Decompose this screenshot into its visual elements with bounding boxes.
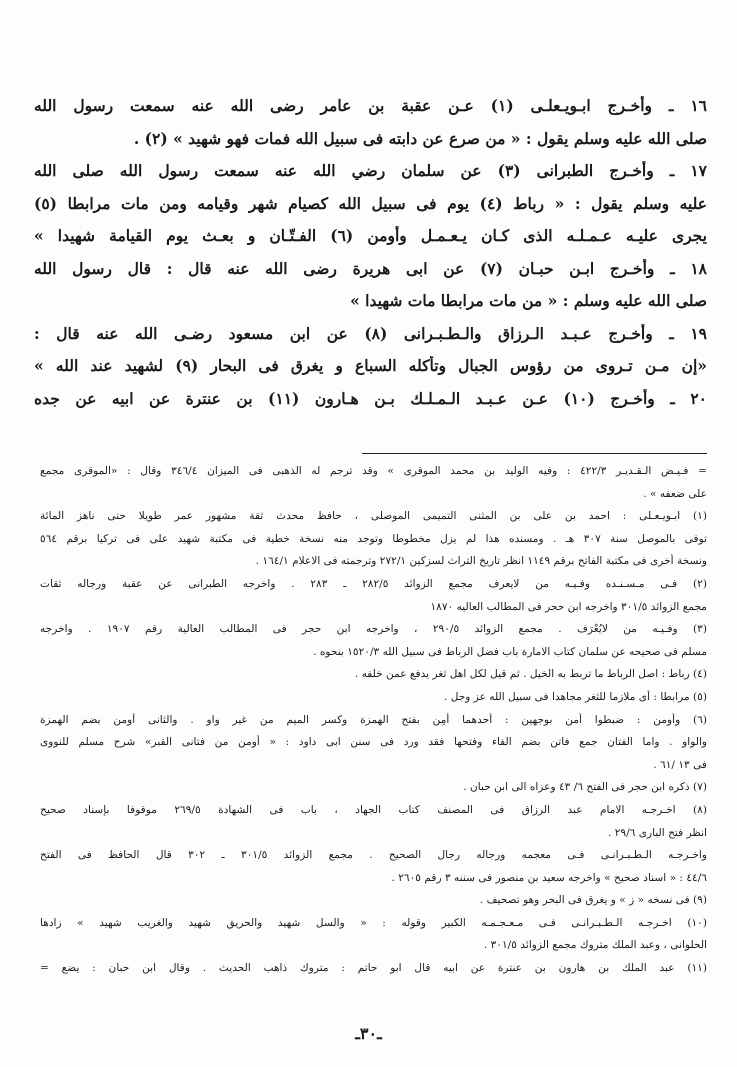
footnote-line: (٧) ذكره ابن حجر فى الفتح ٦/ ٤٣ وعزاه الى ابن حبان . [463, 781, 707, 794]
hadith-18-line-1: ١٨ ـ وأخـرج ابـن حبـان (٧) عن ابى هريرة رضى الله عنه قال : قال رسول الله [34, 258, 707, 278]
footnote-line: ونسخة أخرى فى مكتبة الفاتح برقم ١١٤٩ انظر تاريخ التراث لسزكين ٢٧٢/١ وترجمته فى الاعلام ١٦٤/١ . [255, 555, 707, 568]
hadith-17-line-2: عليه وسلم يقول : « رباط (٤) يوم فى سبيل الله كصيام شهر وقيامه ومن مات مرابطا (٥) [34, 193, 707, 213]
hadith-17-line-3: يجرى عليـه عـمـلـه الذى كـان يـعـمـل وأُومن (٦) الفـتّـان و بعـث يوم القيامة شهيدا » [34, 226, 707, 245]
footnote-line: واخـرجـه الـطـبـرانـى فـى معجمه ورجاله رجال الصحيح . مجمع الزوائد ٣٠١/٥ ـ ٣٠٢ قال الحافظ فى الفتح [40, 849, 707, 862]
footnote-line: (٦) وأُومن : ضبطوا أمن بوجهين : أحدهما أمِن بفتح الهمزة وكسر الميم من غير واو . والثانى أومن بضم الهمزة [40, 713, 707, 726]
footnote-line: مسلم فى صحيحه عن سلمان كتاب الامارة باب فضل الرباط فى سبيل الله ١٥٢٠/٣ بنحوه . [313, 645, 707, 658]
footnotes [40, 464, 707, 984]
footnote-line: والواو . واما الفتان جمع فاتن بضم الفاء وفتحها فقد ورد فى سنن ابى داود : « أومن من فتانى القبر» شرح مسلم للنووى [40, 736, 707, 749]
hadith-16-line-1: ١٦ ـ وأخـرج ابـويـعلـى (١) عـن عقبة بن عامر رضى الله عنه سمعت رسول الله [34, 96, 707, 115]
footnote-line: انظر فتح البارى ٢٩/٦ . [607, 826, 707, 839]
main-text [34, 96, 707, 421]
footnote-line: ٤٤/٦ : « اسناد صحيح » واخرجه سعيد بن منصور فى سننه ٣ رقم ٢٦٠٥ . [391, 871, 707, 884]
hadith-16-line-2: صلى الله عليه وسلم يقول : « من صرع عن دابته فى سبيل الله فمات فهو شهيد » (٢) . [133, 128, 707, 148]
hadith-18-line-2: صلى الله عليه وسلم : « من مات مرابطا مات شهيدا » [350, 291, 707, 310]
footnote-line: (٩) فى نسخه « ز » و يغرق فى البحر وهو تصحيف . [479, 894, 707, 907]
footnote-line: (٤) رباط : اصل الرباط ما تربط به الخيل . ثم قيل لكل اهل ثغر يدفع عمن خلفه . [354, 668, 707, 681]
hadith-19-line-1: ١٩ ـ وأخـرج عـبـد الـرزاق والـطـبـرانى (٨) عن ابن مسعود رضـى الله عنه قال : [34, 323, 707, 343]
hadith-19-line-2: «إن مـن تـروى من رؤوس الجبال وتأكله السباع و يغرق فى البحار (٩) لشهيد عند الله » [34, 356, 707, 375]
footnote-line: (٢) فـى مـسـنـده وفـيـه من لايعرف مجمع الزوائد ٢٨٢/٥ ـ ٢٨٣ . واخرجه الطبرانى عن عقبة ورجاله ثقات [40, 577, 707, 590]
footnote-line: مجمع الزوائد ٣٠١/٥ واخرجه ابن حجر فى المطالب العاليه ١٨٧٠ [430, 600, 707, 613]
page-number: ـ٣٠ـ [355, 1024, 382, 1043]
footnote-line: (١) ابـويـعـلى : احمد بن على بن المثنى التميمى الموصلى ، حافظ محدث ثقة مشهور عمر طويلا حتى ناهز المائة [40, 510, 707, 523]
footnote-line: (٥) مرابطا : أى ملازما للثغر مجاهدا فى سبيل الله عز وجل . [443, 690, 707, 703]
footnote-line: فى ١٣ /٦١ . [653, 758, 707, 771]
footnote-line: = فـيـض الـقـديـر ٤٢٢/٣ : وفيه الوليد بن محمد الموقرى » وقد ترجم له الذهبى فى الميزان ٣٤٦/٤ وقال : «الموقرى مجمع [40, 465, 707, 477]
footnote-line: (١٠) اخـرجـه الـطـبـرانـى فـى مـعـجـمـه الكبير وقوله : « والسل شهيد والحريق شهيد والغريب شهيد » زادها [40, 916, 707, 929]
footnote-line: توفى بالموصل سنة ٣٠٧ هـ . ومسنده هذا لم يزل مخطوطا وتوجد منه نسخة خطية فى مكتبة شهيد على فى تركيا برقم ٥٦٤ [40, 532, 707, 545]
footnote-line: (١١) عبد الملك بن هارون بن عنترة عن ابيه قال ابو حاتم : متروك ذاهب الحديث . وقال ابن حبان : يضع = [40, 962, 707, 975]
hadith-17-line-1: ١٧ ـ وأخـرج الطبرانى (٣) عن سلمان رضي الله عنه سمعت رسول الله صلى الله [34, 161, 707, 180]
footnote-line: على ضعفه » . [643, 487, 707, 500]
footnote-line: (٣) وفـيـه من لايُعْرَف . مجمع الزوائد ٢٩٠/٥ ، واخرجه ابن حجر فى المطالب العالية رقم ١٩٠٧ . واخرجه [40, 623, 707, 636]
footnote-line: الحلوانى ، وعبد الملك متروك مجمع الزوائد ٣٠١/٥ . [483, 939, 707, 952]
hadith-20-line-1: ٢٠ ـ وأخـرج (١٠) عـن عـبـد الـمـلـك بـن هـارون (١١) بن عنترة عن ابيه عن جده [34, 388, 707, 408]
footnote-divider [362, 453, 707, 454]
footnote-line: (٨) اخـرجـه الامام عبد الرزاق فى المصنف كتاب الجهاد ، باب فى الشهادة ٢٦٩/٥ موقوفا بإسناد صحيح [40, 803, 707, 816]
